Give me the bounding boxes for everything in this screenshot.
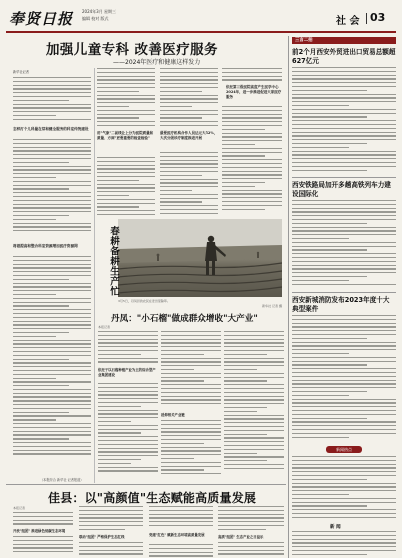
lead-body-col4b <box>222 106 282 218</box>
lead-body-col2a <box>97 68 155 130</box>
section-divider-rule <box>6 484 286 485</box>
story2-headline: 丹凤："小石榴"做成群众增收"大产业" <box>111 314 258 324</box>
story3-col4a <box>218 506 284 534</box>
right-headline-2: 西安铁路局加开多趟高铁列车力建设国际化 <box>292 181 391 198</box>
lead-body-col3a <box>160 68 218 130</box>
story3-headline: 佳县：以"高颜值"生态赋能高质量发展 <box>48 491 257 505</box>
lead-headline: 加强儿童专科 改善医疗服务 <box>46 42 218 58</box>
lead-subhead-5: 依托第三级医院高度产生医学中心2024年，进一步推进促进大家医疗服务 <box>226 85 282 99</box>
lead-byline: 新华社记者 <box>13 70 29 74</box>
story2-col1b <box>98 383 158 481</box>
lead-body-col2b <box>97 157 155 219</box>
masthead-meta-2: 编辑 校对 版式 <box>82 16 109 21</box>
photo-caption: 3月5日，丹凤县的农民在麦田里除草。 <box>118 299 170 303</box>
notice-label: 新闻热点 <box>326 446 362 453</box>
lead-subhead-2: 将着提高和整合科室资源增加医疗资源网 <box>13 244 78 248</box>
lead-subhead-3: 用"气象"二前线让上分为医院质量和质量、方面"更要重要的检查检验" <box>97 131 154 140</box>
column-divider <box>94 68 95 483</box>
story3-subhead-4: 高质"组团" 生态产业之日益乐 <box>218 535 264 539</box>
lead-body-col4a <box>222 68 282 82</box>
right-body-3 <box>292 315 396 443</box>
right-body-1 <box>292 67 396 175</box>
lead-body-col1a <box>13 77 91 125</box>
masthead-meta: 2024年3月 星期三 <box>82 9 116 14</box>
lead-footnote: （本报综合 新华社 记者报道） <box>40 478 84 482</box>
bottom-body <box>292 531 396 557</box>
masthead-rule <box>6 31 396 33</box>
photo-credit: 新华社 记者 摄 <box>262 304 282 308</box>
notice-body <box>292 456 396 522</box>
story2-subhead-1: 依托于以石榴种植产业为主的综合型产业集团建设 <box>98 368 156 377</box>
photo-vertical-title: 春耕备耕生产忙 <box>108 226 119 296</box>
field-scene <box>118 219 282 297</box>
right-headline-3: 西安新城消防发布2023年度十大典型案件 <box>292 296 390 313</box>
section-divider <box>366 13 367 24</box>
lead-body-col1c <box>13 256 91 471</box>
lead-body-col3b <box>160 152 218 218</box>
story2-subhead-2: 延伸相关产业链 <box>161 413 185 417</box>
story3-col1b <box>13 536 73 558</box>
lead-body-col1b <box>13 139 91 239</box>
story3-col4b <box>218 542 284 558</box>
story3-subhead-2: 联动"组团" 严格保护生态红线 <box>79 535 125 539</box>
right-body-2 <box>292 200 396 290</box>
lead-subhead-4: 最要医疗机构合作人员达元大52%，大次分级诊疗制度推进开展 <box>160 131 218 140</box>
masthead <box>0 0 402 32</box>
story2-col1a <box>98 331 158 367</box>
right-headline-1: 前2个月西安外贸进出口贸易总额超627亿元 <box>292 48 396 65</box>
right-column-divider <box>288 36 289 558</box>
newspaper-logo: 奉贤日报 <box>9 10 74 28</box>
story3-col2a <box>79 506 143 534</box>
story3-col3b <box>149 544 213 558</box>
story3-byline: 本报记者 <box>13 506 26 510</box>
story2-byline: 本报记者 <box>98 325 111 329</box>
section-label: 社 会 <box>336 16 360 27</box>
right-banner: 三言二拍 <box>292 37 396 44</box>
bottom-label: 新 闻 <box>330 525 341 530</box>
right-divider-2 <box>292 292 396 293</box>
story2-col2b <box>161 420 221 482</box>
farm-photo <box>118 219 282 297</box>
story3-col1a <box>13 512 73 528</box>
story2-col2a <box>161 331 221 411</box>
lead-subhead-1: 怎样打个儿科量在常和健全服务的科室传统建设 <box>13 127 89 131</box>
right-divider-1 <box>292 177 396 178</box>
story3-col2b <box>79 542 143 558</box>
story3-subhead-1: 开放"组团" 推进绿色低碳生态环境 <box>13 529 66 533</box>
story3-subhead-3: 党建"红色" 赋新生态环境高质量发展 <box>149 533 205 537</box>
page-number: 03 <box>370 11 386 24</box>
story3-col3a <box>149 506 213 532</box>
lead-subheadline: ——2024年医疗和健康这样发力 <box>113 59 201 66</box>
story2-col3 <box>224 331 284 481</box>
